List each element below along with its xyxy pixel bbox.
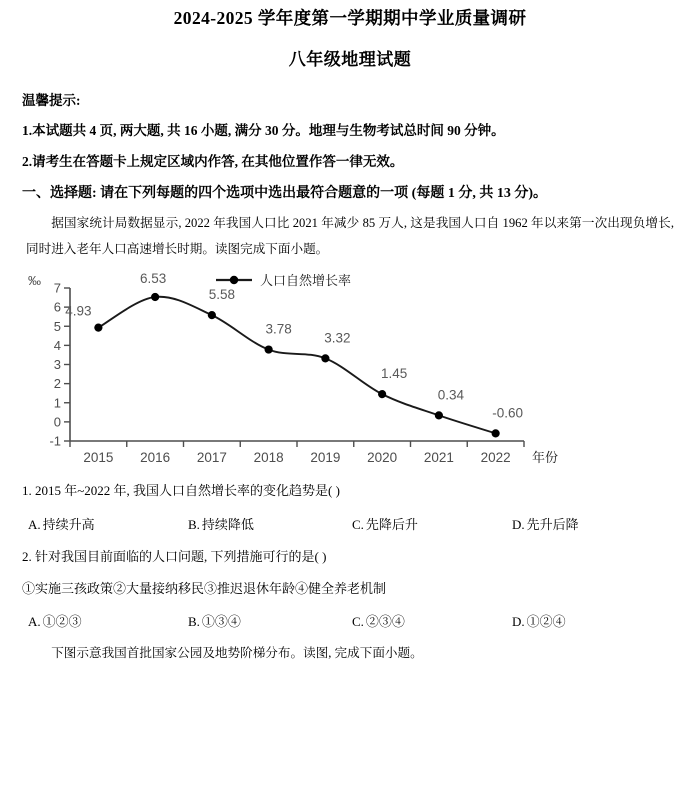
y-tick-label: 1 xyxy=(53,395,61,411)
legend-label-natural-growth-rate: 人口自然增长率 xyxy=(260,272,352,288)
option-2-c-letter: C. xyxy=(352,614,364,630)
option-1-d-letter: D. xyxy=(512,516,525,532)
data-label: 6.53 xyxy=(139,270,167,286)
question-1-text: 1. 2015 年~2022 年, 我国人口自然增长率的变化趋势是( ) xyxy=(22,482,340,498)
series-marker xyxy=(492,429,500,437)
data-label: 4.93 xyxy=(65,303,92,319)
notice-heading: 温馨提示: xyxy=(22,92,81,108)
option-2-d-letter: D. xyxy=(512,614,525,630)
passage-national-parks: 下图示意我国首批国家公园及地势阶梯分布。读图, 完成下面小题。 xyxy=(51,646,423,661)
page-subtitle: 八年级地理试题 xyxy=(288,49,412,69)
x-tick-label: 2018 xyxy=(253,449,284,465)
option-1-a-label: 持续升高 xyxy=(42,516,95,532)
chart-x-axis-title-year: 年份 xyxy=(532,449,559,465)
x-tick-label: 2020 xyxy=(367,449,398,465)
x-tick-label: 2016 xyxy=(140,449,171,465)
option-1-a-letter: A. xyxy=(28,516,41,532)
section-heading-multiple-choice: 一、选择题: 请在下列每题的四个选项中选出最符合题意的一项 (每题 1 分, 共 13 分)。 xyxy=(22,186,547,202)
series-marker xyxy=(208,311,216,319)
option-2-a[interactable] xyxy=(28,611,82,630)
option-2-d-label: ①②④ xyxy=(526,614,566,630)
y-tick-label: 4 xyxy=(53,337,61,353)
y-tick-label: -1 xyxy=(49,433,61,449)
passage-population: 据国家统计局数据显示, 2022 年我国人口比 2021 年减少 85 万人, 这是我国人口自 1962 年以来第一次出现负增长, 同时进入老年人口高速增长时期。读图完成下面小题。 xyxy=(26,216,674,256)
y-tick-label: 6 xyxy=(53,299,61,315)
series-marker xyxy=(435,411,443,419)
data-label: 3.78 xyxy=(265,321,292,337)
x-tick-label: 2021 xyxy=(423,449,454,465)
series-marker xyxy=(151,293,159,301)
series-marker xyxy=(94,323,102,331)
notice-line-1: 1.本试题共 4 页, 两大题, 共 16 小题, 满分 30 分。地理与生物考试总时间 90 分钟。 xyxy=(22,123,505,139)
notice-line-2: 2.请考生在答题卡上规定区域内作答, 在其他位置作答一律无效。 xyxy=(22,153,404,169)
data-label: 5.58 xyxy=(208,287,236,303)
population-growth-rate-chart xyxy=(20,268,580,468)
series-marker xyxy=(321,354,329,362)
option-1-b-letter: B. xyxy=(188,516,200,532)
option-2-b-letter: B. xyxy=(188,614,200,630)
chart-x-ticks xyxy=(70,441,524,465)
option-1-c-label: 先降后升 xyxy=(365,516,418,532)
question-2-statements: ①实施三孩政策②大量接纳移民③推迟退休年龄④健全养老机制 xyxy=(22,580,387,596)
x-tick-label: 2022 xyxy=(480,449,511,465)
option-1-c[interactable] xyxy=(352,514,418,533)
option-2-a-letter: A. xyxy=(28,614,41,630)
chart-data-labels xyxy=(65,271,523,420)
chart-svg xyxy=(20,268,580,468)
option-1-c-letter: C. xyxy=(352,516,364,532)
data-label: 0.34 xyxy=(437,387,465,403)
data-label: 3.32 xyxy=(324,330,351,346)
y-tick-label: 2 xyxy=(53,375,61,391)
question-2-text: 2. 针对我国目前面临的人口问题, 下列措施可行的是( ) xyxy=(22,548,327,564)
question-1-options xyxy=(0,514,700,534)
option-2-b-label: ①③④ xyxy=(201,614,241,630)
series-marker xyxy=(265,345,273,353)
option-2-a-label: ①②③ xyxy=(42,614,82,630)
option-2-c-label: ②③④ xyxy=(365,614,405,630)
option-2-b[interactable] xyxy=(188,611,241,630)
data-label: -0.60 xyxy=(492,405,524,421)
option-1-b[interactable] xyxy=(188,514,254,533)
chart-series xyxy=(94,293,499,438)
chart-legend xyxy=(216,273,351,288)
x-tick-label: 2019 xyxy=(310,449,341,465)
x-tick-label: 2017 xyxy=(196,449,227,465)
option-2-c[interactable] xyxy=(352,611,405,630)
page-title: 2024-2025 学年度第一学期期中学业质量调研 xyxy=(173,8,527,28)
option-1-d-label: 先升后降 xyxy=(526,516,579,532)
option-1-a[interactable] xyxy=(28,514,95,533)
series-marker xyxy=(378,390,386,398)
notice-block xyxy=(0,94,700,170)
x-tick-label: 2015 xyxy=(83,449,114,465)
option-1-b-label: 持续降低 xyxy=(201,516,254,532)
chart-unit-permille: ‰ xyxy=(28,272,41,288)
option-1-d[interactable] xyxy=(512,514,579,533)
y-tick-label: 5 xyxy=(53,318,61,334)
y-tick-label: 7 xyxy=(53,280,61,296)
option-2-d[interactable] xyxy=(512,611,566,630)
question-2-options xyxy=(0,611,700,631)
data-label: 1.45 xyxy=(380,365,408,381)
y-tick-label: 0 xyxy=(53,414,61,430)
y-tick-label: 3 xyxy=(53,356,61,372)
